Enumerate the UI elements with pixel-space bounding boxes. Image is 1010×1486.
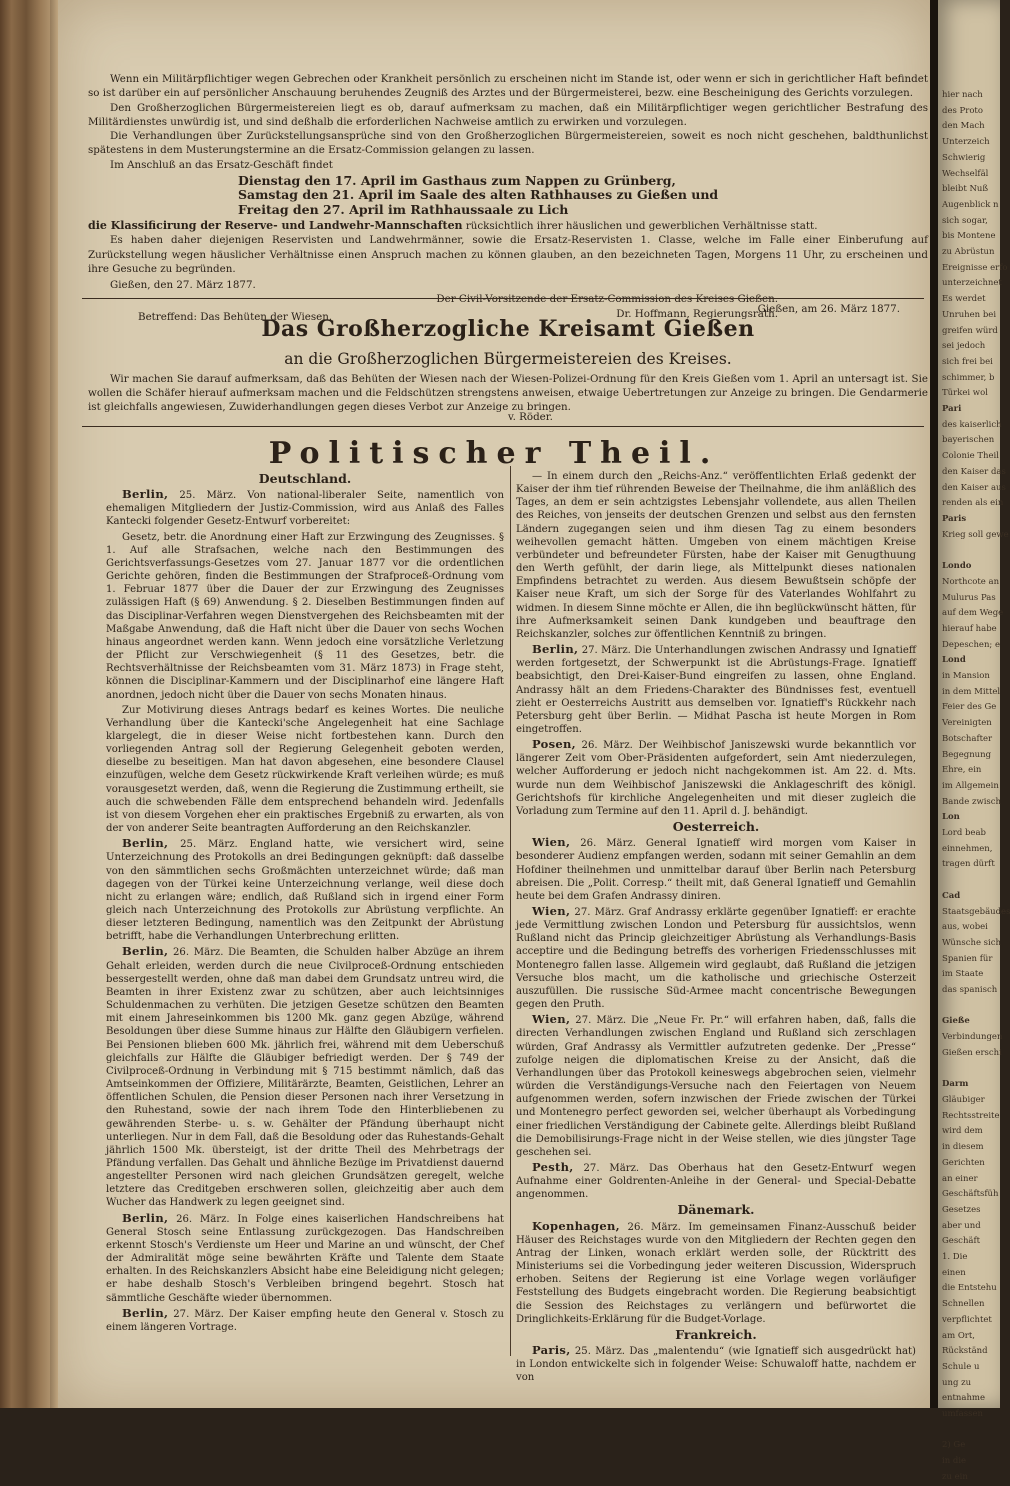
facing-page-fragment: das spanisch xyxy=(942,985,998,996)
dateline: Wien, xyxy=(532,835,571,850)
facing-page-fragment: Schwierig xyxy=(942,152,986,163)
article xyxy=(106,1212,504,1305)
conscription-notice xyxy=(88,72,928,321)
article-text: 25. März. Von national-liberaler Seite, namentlich von ehemaligen Mitgliedern der Justiz-Commission, wird aus Anlaß des Falles Kantecki folgender Gesetz-Entwurf vorbereitet: xyxy=(106,490,504,528)
article xyxy=(106,945,504,1209)
facing-page-fragment: bleibt Nuß xyxy=(942,184,989,195)
dateline: Pesth, xyxy=(532,1159,574,1174)
article xyxy=(516,1013,916,1159)
section-heading: Dänemark. xyxy=(677,1202,755,1218)
facing-page-fragment: in diesem xyxy=(942,1142,984,1153)
facing-page-fragment: Lord beab xyxy=(942,828,986,839)
facing-page-fragment: Gläubiger xyxy=(942,1095,985,1105)
notice-place-date: Gießen, den 27. März 1877. xyxy=(110,279,256,292)
facing-page-fragment: einen xyxy=(942,1267,966,1278)
article-text: 27. März. Der Kaiser empfing heute den General v. Stosch zu einem längeren Vortrage. xyxy=(106,1308,504,1333)
facing-page-fragment: Schule u xyxy=(942,1361,980,1372)
dateline: Berlin, xyxy=(122,1305,169,1320)
divider xyxy=(82,426,924,427)
classification-line xyxy=(88,219,928,233)
article-text: 26. März. Im gemeinsamen Finanz-Ausschuß beider Häuser des Reichstages wurde von den Mitgliedern der Rechten gegen den Antrag der Linken, wonach erklärt werden solle, der Rücktritt des Ministeriums sei die Vorbedingung jeder weiteren Discussion, Widerspruch erhoben. Seitens der Regierung ist eine Vorlage wegen vorläufiger Feststellung des Budgets eingebracht worden. Die Regierung beabsichtigt die Session des Reichstages zu verlängern und befürwortet die Dringlichkeits-Erklärung für die Budget-Vorlage. xyxy=(516,1221,916,1325)
facing-page-fragment: am Ort, xyxy=(942,1330,975,1341)
article-text: 26. März. Der Weihbischof Janiszewski wurde bekanntlich vor längerer Zeit vom Ober-Präsidenten aufgefordert, sein Amt niederzulegen, welcher Aufforderung er jedoch nicht nachgekommen ist. Am 22. d. Mts. wurde nun dem Weihbischof Janiszewski die Anklageschrift des königl. Gerichtshofs für kirchliche Angelegenheiten und mit dieser zugleich die Vorladung zum Termine auf den 11. April d. J. behändigt. xyxy=(516,740,916,817)
facing-page-fragment: Verbindungen xyxy=(942,1032,1003,1043)
facing-page-fragment: Colonie Theil xyxy=(942,451,999,462)
facing-page-fragment: Unruhen bei xyxy=(942,309,997,320)
facing-page-fragment: im Allgemein xyxy=(942,780,999,791)
facing-page-fragment: Geschäft xyxy=(942,1236,981,1247)
notice-paragraph: Im Anschluß an das Ersatz-Geschäft findet xyxy=(110,158,333,171)
facing-page-fragment xyxy=(938,873,1000,889)
facing-page-fragment: Unterzeich xyxy=(942,137,990,148)
section-heading: Frankreich. xyxy=(675,1326,757,1342)
facing-page-fragment: Darm xyxy=(942,1079,969,1090)
facing-page-fragment: greifen würd xyxy=(942,325,998,336)
facing-page-fragment: Botschafter xyxy=(942,733,993,744)
facing-page-fragment: Rechtsstreite xyxy=(942,1110,1000,1121)
facing-page-fragment: Gerichten xyxy=(942,1157,985,1168)
facing-page-fragment: Lond xyxy=(942,655,966,666)
facing-page-fragment: auf dem Wege xyxy=(942,608,1004,619)
facing-page-fragment: des kaiserlich xyxy=(942,419,1002,430)
facing-page-fragment: Staatsgebäudes xyxy=(942,906,1010,917)
notice-paragraph: Die Verhandlungen über Zurückstellungsansprüche sind von den Großherzoglichen Bürgermeistereien, soweit es noch nicht geschehen, baldthunlichst spätestens in dem Musterungstermine an die Ersatz-Commission gelangen zu lassen. xyxy=(88,130,928,157)
facing-page-fragment: umfassen xyxy=(942,1409,983,1420)
facing-page-fragment: Begegnung xyxy=(942,749,992,760)
facing-page-fragment: Schnellen xyxy=(942,1299,985,1310)
notice-paragraph: Wenn ein Militärpflichtiger wegen Gebrechen oder Krankheit persönlich zu erscheinen nicht im Stande ist, oder wenn er sich in gerichtlicher Haft befindet so ist darüber ein auf persönlicher Anschauung beruhendes Zeugniß des Arztes und der Bürgermeisterei, bezw. eine Bescheinigung des Gerichts vorzulegen. xyxy=(88,73,928,100)
article: Zur Motivirung dieses Antrags bedarf es keines Wortes. Die neuliche Verhandlung über die Kantecki'sche Angelegenheit hat eine Sachlage klargelegt, die in dieser Weise nicht fortbestehen kann. Durch den vorliegenden Antrag soll der Regierung Gelegenheit geboten werden, dieselbe zu beseitigen. Man hat davon abgesehen, eine besondere Clausel einzufügen, welche dem Gesetz rückwirkende Kraft verleihen würde; es muß vorausgesetzt werden, daß, wenn die Regierung die Zustimmung ertheilt, sie auch die schwebenden Fälle dem entsprechend behandeln wird. Jedenfalls ist von diesem Vorgehen eher ein praktisches Ergebniß zu erwarten, als von der von anderer Seite beantragten Aufforderung an den Reichskanzler. xyxy=(106,704,504,835)
facing-page-fragment: ung zu xyxy=(942,1377,972,1388)
schedule-dates xyxy=(238,174,928,217)
article: — In einem durch den „Reichs-Anz.“ veröffentlichten Erlaß gedenkt der Kaiser der ihm tief rührenden Beweise der Theilnahme, die ihm anläßlich des Tages, an dem er sein achtzigstes Lebensjahr vollendete, aus allen Theilen des Reiches, von jenseits der deutschen Grenzen und selbst aus den fernsten Ländern zugegangen seien und ihm diesen Tag zu einem besonders weihevollen gemacht hätten. Umgeben von einem mächtigen Kreise verbündeter und befreundeter Fürsten, habe der Kaiser mit Genugthuung den Werth gefühlt, der darin liege, als Mittelpunkt dieses nationalen Empfindens betrachtet zu werden. Aus diesem Bewußtsein schöpfe der Kaiser neue Kraft, um sich der Sorge für des Vaterlandes Wohlfahrt zu widmen. In diesem Sinne möchte er Allen, die ihn beglückwünscht hätten, für ihre Aufmerksamkeit seinen Dank kundgeben und beauftrage den Reichskanzler, solches zur öffentlichen Kenntniß zu bringen. xyxy=(516,471,916,640)
facing-page-fragment: Cad xyxy=(942,890,961,901)
article xyxy=(516,1161,916,1201)
facing-page-fragment: Bande zwisch xyxy=(942,796,1002,807)
article: Gesetz, betr. die Anordnung einer Haft zur Erzwingung des Zeugnisses. § 1. Auf alle Strafsachen, welche nach den Bestimmungen des Gerichtsverfassungs-Gesetzes vom 27. Januar 1877 vor die ordentlichen Gerichte gehören, finden die Bestimmungen der Strafproceß-Ordnung vom 1. Februar 1877 über die Dauer der zur Erzwingung des Zeugnisses zulässigen Haft (§ 69) Anwendung. § 2. Dieselben Bestimmungen finden auf das Disciplinar-Verfahren wegen Dienstvergehen des Reichsbeamten mit der Maßgabe Anwendung, daß die Haft nicht über die Dauer von sechs Wochen hinaus angeordnet werden kann. Wenn jedoch eine vorsätzliche Verletzung der Pflicht zur Verschwiegenheit (§ 11 des Gesetzes, betr. die Rechtsverhältnisse der Reichsbeamten vom 31. März 1873) in Frage steht, können die Disciplinar-Kammern und der Disciplinarhof eine längere Haft anordnen, jedoch nicht über die Dauer von sechs Monaten hinaus. xyxy=(106,531,504,701)
kreisamt-subject: Betreffend: Das Behüten der Wiesen. xyxy=(138,311,333,323)
article-text: 26. März. Die Beamten, die Schulden halber Abzüge an ihrem Gehalt erleiden, werden durch die neue Civilproceß-Ordnung entschieden bessergestellt werden, ohne daß man dabei dem Grundsatz untreu wird, die Beamten in ihrer Existenz zwar zu schützen, aber auch leichtsinniges Schuldenmachen zu verhüten. Die jetzigen Gesetze schützen den Beamten mit einem Jahreseinkommen bis 1200 Mk. ganz gegen Abzüge, während Besoldungen über diese Summe hinaus zur Hälfte den Gläubigern verfielen. Bei Pensionen blieben 600 Mk. jährlich frei, während mit dem Ueberschuß gleichfalls zur Hälfte die Gläubiger befriedigt werden. Der § 749 der Civilproceß-Ordnung in Verbindung mit § 715 bestimmt nämlich, daß das Amtseinkommen der Offiziere, Militärärzte, Beamten, Geistlichen, Lehrer an öffentlichen Schulen, die Pension dieser Personen nach ihrer Versetzung in den Ruhestand, sowie der nach ihrem Tode den Hinterbliebenen zu gewährenden Sterbe- u. s. w. Gehälter der Pfändung überhaupt nicht unterliegen. Nur in dem Fall, daß die Besoldung oder das Ruhestands-Gehalt jährlich 1500 Mk. übersteigt, ist der dritte Theil des Mehrbetrags der Pfändung verfallen. Das Gehalt und ähnliche Bezüge im Privatdienst dauernd angestellter Personen wird nach gleichen Grundsätzen geregelt, welche letztere das Creditgeben erschweren sollen, gleichzeitig aber auch dem Wucher das Handwerk zu legen geeignet sind. xyxy=(106,947,504,1209)
facing-page-fragment xyxy=(938,543,1000,559)
newspaper-page xyxy=(58,0,930,1408)
facing-page-fragment: den Kaiser aus xyxy=(942,482,1006,493)
facing-page-fragment: Rückständ xyxy=(942,1346,988,1357)
book-binding xyxy=(0,0,58,1408)
notice-paragraph: Es haben daher diejenigen Reservisten und Landwehrmänner, sowie die Ersatz-Reservisten 1. Classe, welche im Falle einer Einberufung auf Zurückstellung wegen häuslicher Verhältnisse einen Anspruch machen zu können glauben, an den bezeichneten Tagen, Morgens 11 Uhr, zu erscheinen und ihre Gesuche zu begründen. xyxy=(88,234,928,275)
section-title: Politischer Theil. xyxy=(268,436,720,471)
facing-page-fragment: an einer xyxy=(942,1173,978,1184)
article xyxy=(516,738,916,818)
kreisamt-date: Gießen, am 26. März 1877. xyxy=(757,303,900,315)
dateline: Wien, xyxy=(532,904,571,918)
facing-page-fragment: 2) Ge xyxy=(942,1440,966,1451)
article-text: 27. März. Die Unterhandlungen zwischen Andrassy und Ignatieff werden fortgesetzt, der Schwerpunkt ist die Abrüstungs-Frage. Ignatieff beabsichtigt, den Drei-Kaiser-Bund eingreifen zu lassen, ohne England. Andrassy hält an dem Friedens-Charakter des Bündnisses fest, eventuell zieht er Oesterreichs Austritt aus demselben vor. Ignatieff's Rückkehr nach Petersburg geht über Berlin. — Midhat Pascha ist heute Morgen in Rom eingetroffen. xyxy=(516,645,916,735)
dateline: Wien, xyxy=(532,1012,571,1027)
article xyxy=(106,837,504,943)
dateline: Berlin, xyxy=(122,836,169,851)
schedule-date: Samstag den 21. April im Saale des alten Rathhauses zu Gießen und xyxy=(238,187,719,203)
facing-page-fragment: aber und xyxy=(942,1220,981,1231)
kreisamt-text: Wir machen Sie darauf aufmerksam, daß das Behüten der Wiesen nach der Wiesen-Polizei-Ordnung für den Kreis Gießen vom 1. April an untersagt ist. Sie wollen die Schäfer hierauf aufmerksam machen und die Feldschützen strengstens anweisen, etwaige Uebertretungen zur Anzeige zu bringen. Die Gendarmerie ist gleichfalls angewiesen, Zuwiderhandlungen gegen dieses Verbot zur Anzeige zu bringen. xyxy=(88,373,928,413)
facing-page-fragment: den Kaiser das xyxy=(942,466,1006,477)
article-text: 26. März. General Ignatieff wird morgen vom Kaiser in besonderer Audienz empfangen werden, sodann mit seiner Gemahlin an dem Hofdiner theilnehmen und unmittelbar darauf über Berlin nach Petersburg abreisen. Die „Polit. Corresp.“ theilt mit, daß General Ignatieff und Gemahlin heute bei dem Grafen Andrassy diniren. xyxy=(516,838,916,902)
facing-page-fragment: des Proto xyxy=(942,105,983,116)
facing-page-fragment: unterzeichnet xyxy=(942,278,1002,289)
facing-page-fragment: aus, wobei xyxy=(942,922,988,933)
facing-page-fragment xyxy=(938,999,1000,1015)
article-text: 27. März. Die „Neue Fr. Pr.“ will erfahren haben, daß, falls die directen Verhandlungen zwischen England und Rußland sich zerschlagen würden, Graf Andrassy als Vermittler aufzutreten gedenke. Der „Presse“ zufolge neigen die diplomatischen Kreise zu der Ansicht, daß die Verhandlungen über das Protokoll keineswegs abgebrochen seien, vielmehr würden die Verständigungs-Versuche nach den Feiertagen von Neuem aufgenommen werden, sofern inzwischen der Friede zwischen der Türkei und Montenegro perfect geworden sei, welcher überhaupt als Vorbedingung einer friedlichen Verständigung der Cabinete gelte. Allerdings bleibt Rußland die Demobilisirungs-Frage nicht in der Weise stellen, wie dies jüngster Tage geschehen sei. xyxy=(516,1015,916,1158)
facing-page-fragment: sei jedoch xyxy=(942,341,986,352)
kreisamt-body xyxy=(88,372,928,414)
article-text: 25. März. England hatte, wie versichert wird, seine Unterzeichnung des Protokolls an drei Bedingungen geknüpft: daß dasselbe von den sämmtlichen sechs Großmächten unterzeichnet würde; daß man dagegen von der Türkei keine Unterzeichnung verlange, weil diese doch nicht zu erlangen wäre; endlich, daß Rußland sich in irgend einer Form gleich nach Unterzeichnung des Protokolls zur Abrüstung verpflichte. An dieser letzteren Bedingung, namentlich was den Zeitpunkt der Abrüstung betrifft, habe die Verhandlungen Unterbrechung erlitten. xyxy=(106,839,504,943)
notice-signature: Der Civil-Vorsitzende der Ersatz-Commission des Kreises Gießen. xyxy=(436,293,778,306)
facing-page-fragment: im Staate xyxy=(942,969,984,980)
dateline: Posen, xyxy=(532,737,576,752)
dateline: Kopenhagen, xyxy=(532,1218,620,1233)
facing-page-fragment: Wünsche sich xyxy=(942,937,1001,948)
kreisamt-subtitle: an die Großherzoglichen Bürgermeistereien des Kreises. xyxy=(284,350,732,368)
article xyxy=(516,1344,916,1384)
article-text: 25. März. Das „malentendu“ (wie Ignatieff sich ausgedrückt hat) in London entwickelte sich in folgender Weise: Schuwaloff hatte, nachdem er von xyxy=(516,1346,916,1384)
section-heading: Oesterreich. xyxy=(672,819,760,835)
column-divider xyxy=(510,466,511,1356)
facing-page-fragment: Gießen erschi xyxy=(942,1047,1002,1058)
facing-page-fragment: Augenblick n xyxy=(942,199,999,210)
facing-page-fragment: tragen dürft xyxy=(942,859,995,870)
notice-paragraph: Den Großherzoglichen Bürgermeistereien liegt es ob, darauf aufmerksam zu machen, daß ein Militärpflichtiger wegen gerichtlicher Bestrafung des Militärdienstes unwürdig ist, und sind deßhalb die erforderlichen Nachweise amtlich zu erwirken und vorzulegen. xyxy=(88,101,928,128)
article xyxy=(106,488,504,528)
facing-page-fragment: Gieße xyxy=(942,1016,970,1027)
facing-page-fragment: Pari xyxy=(942,404,962,415)
facing-page-fragment: zu ein xyxy=(942,1471,968,1482)
facing-page-fragment: wird dem xyxy=(942,1126,983,1137)
facing-page-fragment: Spanien für xyxy=(942,953,993,964)
classification-rest: rücksichtlich ihrer häuslichen und gewerblichen Verhältnisse statt. xyxy=(462,219,818,232)
facing-page-fragment: schimmer, b xyxy=(942,372,995,383)
dateline: Berlin, xyxy=(532,642,579,657)
classification-bold: die Klassificirung der Reserve- und Landwehr-Mannschaften xyxy=(88,218,463,232)
article xyxy=(516,1220,916,1326)
facing-page-fragment: in Mansion xyxy=(942,671,990,682)
facing-page-fragment: verpflichtet xyxy=(942,1314,992,1325)
facing-page-fragment: Krieg soll gewe xyxy=(942,529,1009,540)
facing-page-fragment: in die xyxy=(942,1456,967,1467)
kreisamt-title: Das Großherzogliche Kreisamt Gießen xyxy=(261,316,755,342)
facing-page-fragment: sich frei bei xyxy=(942,356,993,367)
dateline: Berlin, xyxy=(122,1210,169,1225)
facing-page-fragment: Feier des Ge xyxy=(942,702,997,713)
facing-page-fragment: 1. Die xyxy=(942,1252,968,1263)
facing-page-fragment: Gesetzes xyxy=(942,1204,981,1215)
facing-page-fragment: entnahme xyxy=(942,1393,986,1404)
facing-page-fragment: bayerischen xyxy=(942,435,995,446)
facing-page-fragment: Paris xyxy=(942,513,967,524)
schedule-date: Freitag den 27. April im Rathhaussaale zu Lich xyxy=(238,201,569,217)
article xyxy=(106,1307,504,1334)
facing-page-fragment: Vereinigten xyxy=(942,718,992,729)
facing-page-fragment: renden als ein xyxy=(942,498,1004,509)
facing-page-fragment: hier nach xyxy=(942,90,983,100)
dateline: Berlin, xyxy=(122,487,169,502)
page-gutter xyxy=(930,0,938,1408)
article-text: 27. März. Graf Andrassy erklärte gegenüber Ignatieff: er erachte jede Vermittlung zwischen London und Petersburg für aussichtslos, wenn Rußland nicht das Princip gleichzeitiger Abrüstung als Verhandlungs-Basis acceptire und die Bedingung betreffs des vorherigen Friedensschlusses mit Montenegro fallen lasse. Allgemein wird geglaubt, daß Rußland die jetzigen Versuche blos macht, um die katholische und griechische Osterzeit auszufüllen. Die russische Süd-Armee macht concentrische Bewegungen gegen den Pruth. xyxy=(516,907,916,1011)
kreisamt-signer: v. Röder. xyxy=(508,411,553,423)
facing-page-fragment: Ereignisse erfo xyxy=(942,262,1008,273)
notice-signature-name: Dr. Hoffmann, Regierungsrath. xyxy=(616,307,778,320)
facing-page-fragment: in dem Mittel xyxy=(942,686,1001,697)
article xyxy=(516,836,916,903)
facing-page-fragment xyxy=(938,1062,1000,1078)
dateline: Paris, xyxy=(532,1343,571,1357)
dateline: Berlin, xyxy=(122,944,169,959)
facing-page-fragment: den Mach xyxy=(942,121,985,132)
facing-page-fragment: Depeschen; e xyxy=(942,639,1001,650)
facing-page-fragment: zu Abrüstun xyxy=(942,247,995,258)
facing-page-fragment: Londo xyxy=(942,561,972,572)
facing-page-fragment: Türkei wol xyxy=(942,388,988,399)
right-column xyxy=(516,470,916,1386)
facing-page-fragment: Lon xyxy=(942,812,960,823)
facing-page-fragment: Ehre, ein xyxy=(942,765,982,776)
article-text: 27. März. Das Oberhaus hat den Gesetz-Entwurf wegen Aufnahme einer Goldrenten-Anleihe in der General- und Special-Debatte angenommen. xyxy=(516,1162,916,1201)
facing-page-fragment: Geschäftsfüh xyxy=(942,1189,999,1200)
facing-page-fragment: Mulurus Pas xyxy=(942,592,996,603)
section-heading: Deutschland. xyxy=(258,471,352,486)
facing-page-fragment: hierauf habe xyxy=(942,623,997,634)
article xyxy=(516,643,916,736)
facing-page-fragment: einnehmen, xyxy=(942,843,993,854)
facing-page-fragment: bis Montene xyxy=(942,231,996,242)
schedule-date: Dienstag den 17. April im Gasthaus zum Nappen zu Grünberg, xyxy=(238,173,676,189)
facing-page-fragments xyxy=(938,0,1010,1486)
divider xyxy=(82,298,924,299)
article xyxy=(516,905,916,1011)
facing-page-fragment: Northcote an xyxy=(942,576,1000,587)
facing-page-fragment: die Entstehu xyxy=(942,1283,997,1294)
facing-page-fragment xyxy=(938,1423,1000,1439)
facing-page-fragment: sich sogar, xyxy=(942,215,988,226)
article-text: 26. März. In Folge eines kaiserlichen Handschreibens hat General Stosch seine Entlassung zurückgezogen. Das Handschreiben erkennt Stosch's Verdienste um Heer und Marine an und wünscht, der Chef der Admiralität möge seine bewährten Kräfte und Talente dem Staate erhalten. In des Reichskanzlers Absicht habe eine Beleidigung nicht gelegen; er habe deshalb Stosch's Verbleiben bringend begehrt. Stosch hat sämmtliche Geschäfte wieder übernommen. xyxy=(106,1213,504,1304)
facing-page-fragment: Wechselfäl xyxy=(942,168,989,179)
facing-page-fragment: Es werdet xyxy=(942,294,986,305)
facing-page-edge xyxy=(938,0,1010,1482)
left-column xyxy=(106,470,504,1336)
